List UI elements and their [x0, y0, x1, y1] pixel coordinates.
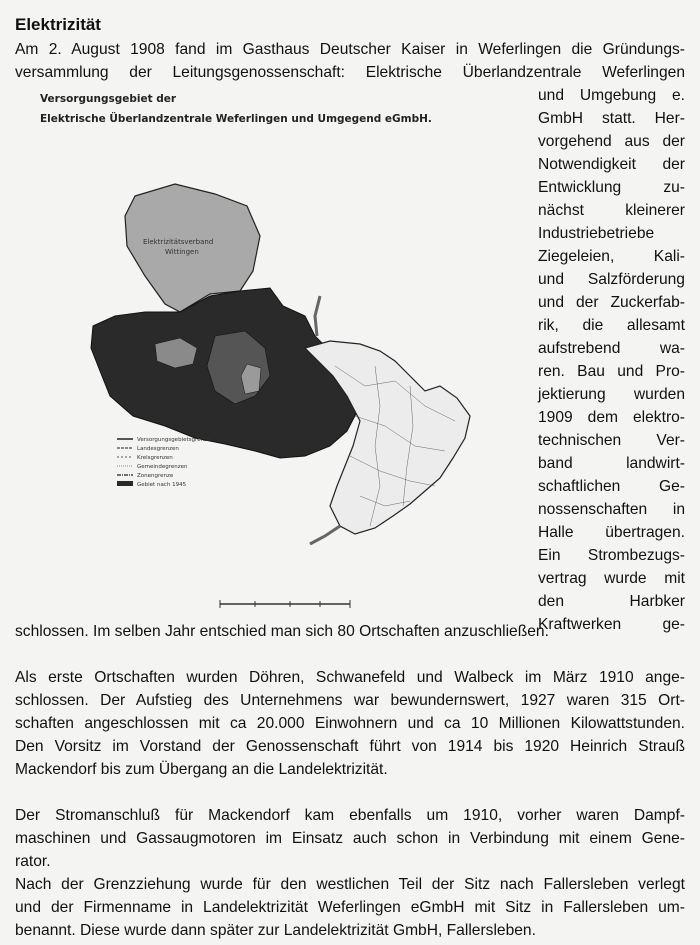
paragraph-3: [15, 804, 685, 873]
text-line: Der Stromanschluß für Mackendorf kam ebenfalls um 1910, vorher waren Dampf-: [15, 807, 685, 824]
map-title-line1: Versorgungsgebiet der: [40, 93, 177, 105]
side-text-line: band landwirt-: [538, 455, 685, 472]
text-line: maschinen und Gassaugmotoren im Einsatz auch schon in Verbindung mit einem Gene-: [15, 830, 685, 847]
text-line: Am 2. August 1908 fand im Gasthaus Deutscher Kaiser in Weferlingen die Gründungs-: [15, 41, 685, 58]
side-text-line: nächst kleinerer: [538, 202, 685, 219]
side-text-line: Industriebetriebe: [538, 225, 655, 242]
closing-line-container: [15, 620, 685, 643]
legend-item: Landesgrenzen: [137, 446, 179, 452]
map-title-line2: Elektrische Überlandzentrale Weferlingen und Umgegend eGmbH.: [40, 113, 432, 125]
side-text-line: schaftlichen Ge-: [538, 478, 685, 495]
region-north-label: Elektrizitätsverband: [143, 238, 214, 246]
legend-item: Versorgungsgebietsgrenze: [137, 437, 211, 443]
side-text-line: Ein Strombezugs-: [538, 547, 685, 564]
side-text-line: Ziegeleien, Kali-: [538, 248, 685, 265]
side-text-line: Kraftwerken ge-: [538, 616, 685, 633]
legend-item: Kreisgrenzen: [137, 455, 173, 461]
side-text-line: vertrag wurde mit: [538, 570, 685, 587]
legend-item: Gemeindegrenzen: [137, 464, 188, 470]
text-line: schlossen. Im selben Jahr entschied man sich 80 Ortschaften anzuschließen.: [15, 623, 549, 640]
text-line: schaften angeschlossen mit ca 20.000 Einwohnern und ca 10 Millionen Kilowattstunden.: [15, 715, 685, 732]
side-text-column: [538, 84, 685, 636]
legend-item: Gebiet nach 1945: [137, 482, 187, 488]
side-text-line: jektierung wurden: [538, 386, 685, 403]
text-line: schlossen. Der Aufstieg des Unternehmens war bewundernswert, 1927 waren 315 Ort-: [15, 692, 685, 709]
side-text-line: ren. Bau und Pro-: [538, 363, 685, 380]
side-text-line: 1909 dem elektro-: [538, 409, 685, 426]
text-line: versammlung der Leitungsgenossenschaft: Elektrische Überlandzentrale Weferlingen: [15, 64, 685, 81]
text-line: und der Firmenname in Landelektrizität Weferlingen eGmbH mit Sitz in Fallersleben um-: [15, 899, 685, 916]
side-text-line: den Harbker: [538, 593, 685, 610]
side-text-line: Entwicklung zu-: [538, 179, 685, 196]
text-line: Mackendorf bis zum Übergang an die Landelektrizität.: [15, 761, 388, 778]
side-text-line: und Salzförderung: [538, 271, 685, 288]
side-text-line: Halle übertragen.: [538, 524, 685, 541]
map-river2: [310, 526, 340, 544]
legend-item: Zonengrenze: [137, 473, 174, 479]
intro-paragraph: [15, 38, 685, 84]
side-text-line: und Umgebung e.: [538, 87, 685, 104]
side-text-line: Notwendigkeit der: [538, 156, 685, 173]
map-scale-bar: [220, 600, 350, 608]
map-svg: [15, 86, 520, 616]
text-line: Nach der Grenzziehung wurde für den westlichen Teil der Sitz nach Fallersleben verlegt: [15, 876, 685, 893]
side-text-line: GmbH statt. Her-: [538, 110, 685, 127]
side-text-line: rik, die allesamt: [538, 317, 685, 334]
paragraph-2: [15, 666, 685, 781]
paragraph-4: [15, 873, 685, 942]
text-line: rator.: [15, 853, 51, 870]
text-line: benannt. Diese wurde dann später zur Landelektrizität GmbH, Fallersleben.: [15, 922, 536, 939]
map-legend: [117, 437, 211, 488]
side-text-line: technischen Ver-: [538, 432, 685, 449]
side-text-line: und der Zuckerfab-: [538, 294, 685, 311]
side-text-line: aufstrebend wa-: [538, 340, 685, 357]
region-north-label2: Wittingen: [165, 248, 199, 256]
text-line: Den Vorsitz im Vorstand der Genossenschaft führt von 1914 bis 1920 Heinrich Strauß: [15, 738, 685, 755]
side-text-line: nossenschaften in: [538, 501, 685, 518]
side-text-line: vorgehend aus der: [538, 133, 685, 150]
section-heading: Elektrizität: [15, 15, 101, 34]
text-line: Als erste Ortschaften wurden Döhren, Schwanefeld und Walbeck im März 1910 ange-: [15, 669, 685, 686]
supply-area-map: [15, 86, 520, 616]
map-river: [315, 296, 320, 336]
